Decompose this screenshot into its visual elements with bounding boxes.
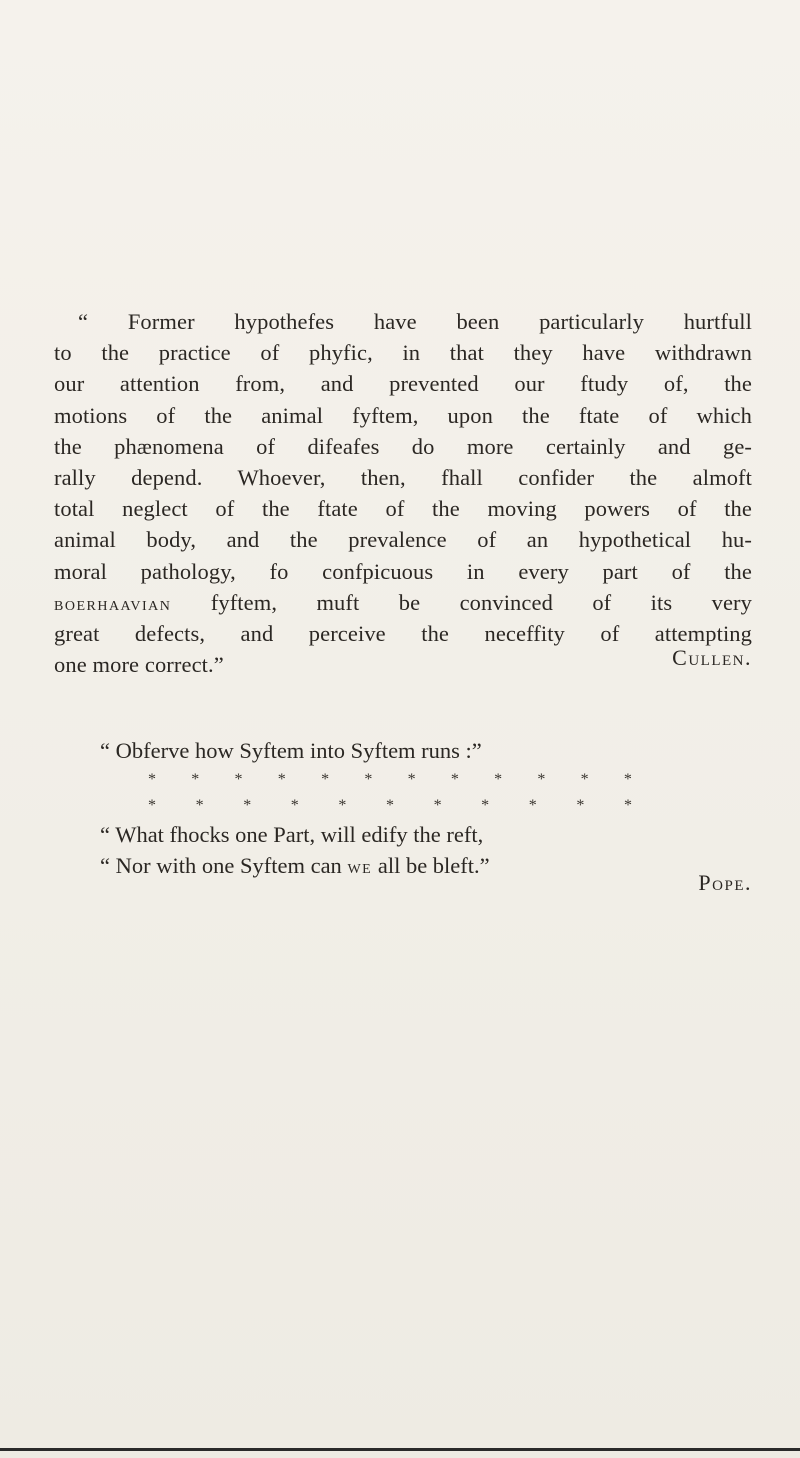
quote-line: the phænomena of difeafes do more certainly and ge- bbox=[54, 433, 752, 459]
asterisk: * bbox=[623, 796, 632, 814]
boerhaavian-smallcaps: boerhaavian bbox=[54, 592, 172, 615]
attribution-cullen: Cullen. bbox=[672, 645, 752, 670]
asterisk: * bbox=[494, 770, 503, 788]
asterisk: * bbox=[338, 796, 347, 814]
verse-line bbox=[100, 850, 700, 882]
quote-line: great defects, and perceive the neceffity of attempting bbox=[54, 620, 752, 646]
asterisk: * bbox=[195, 796, 204, 814]
asterisk: * bbox=[148, 796, 156, 814]
quote-line: moral pathology, fo confpicuous in every part of the bbox=[54, 558, 752, 584]
verse-text: “ Nor with one Syftem can bbox=[100, 853, 348, 878]
asterisk: * bbox=[537, 770, 546, 788]
quote-line: to the practice of phyfic, in that they have withdrawn bbox=[54, 340, 752, 366]
quote-line: one more correct.” bbox=[54, 652, 224, 678]
quote-line: our attention from, and prevented our ftudy of, the bbox=[54, 371, 752, 397]
asterisk: * bbox=[290, 796, 299, 814]
asterisk: * bbox=[243, 796, 252, 814]
verse-line: “ What fhocks one Part, will edify the reft, bbox=[100, 821, 484, 847]
asterisk: * bbox=[407, 770, 416, 788]
asterisk: * bbox=[481, 796, 490, 814]
asterisk: * bbox=[277, 770, 286, 788]
quote-line: “ Former hypothefes have been particularly hurtfull bbox=[78, 309, 752, 334]
asterisk: * bbox=[148, 770, 156, 788]
quote-line-boerhaavian bbox=[54, 587, 752, 618]
asterisk: * bbox=[234, 770, 243, 788]
page-edge-rule bbox=[0, 1448, 800, 1451]
asterisk: * bbox=[580, 770, 589, 788]
asterisk: * bbox=[191, 770, 200, 788]
asterism-row bbox=[148, 767, 632, 793]
asterisk: * bbox=[576, 796, 585, 814]
asterisk: * bbox=[385, 796, 394, 814]
quote-line: motions of the animal fyftem, upon the ftate of which bbox=[54, 402, 752, 428]
asterism-row bbox=[148, 793, 632, 819]
asterisk: * bbox=[364, 770, 373, 788]
attribution-pope: Pope. bbox=[698, 870, 752, 895]
quote-line: animal body, and the prevalence of an hypothetical hu- bbox=[54, 527, 752, 553]
pope-quote bbox=[100, 735, 700, 882]
quote-line: rally depend. Whoever, then, fhall confider the almoft bbox=[54, 464, 752, 490]
asterisk: * bbox=[321, 770, 330, 788]
asterisk: * bbox=[528, 796, 537, 814]
asterisk: * bbox=[623, 770, 632, 788]
quote-line-rest: fyftem, muft be convinced of its very bbox=[171, 589, 752, 615]
quote-line: total neglect of the ftate of the moving powers of the bbox=[54, 496, 752, 522]
cullen-quote bbox=[54, 306, 752, 680]
verse-line: “ Obferve how Syftem into Syftem runs :” bbox=[100, 738, 482, 763]
asterisk: * bbox=[433, 796, 442, 814]
asterisk: * bbox=[450, 770, 459, 788]
we-smallcaps: we bbox=[347, 856, 373, 878]
verse-text: all be bleft.” bbox=[372, 853, 490, 878]
